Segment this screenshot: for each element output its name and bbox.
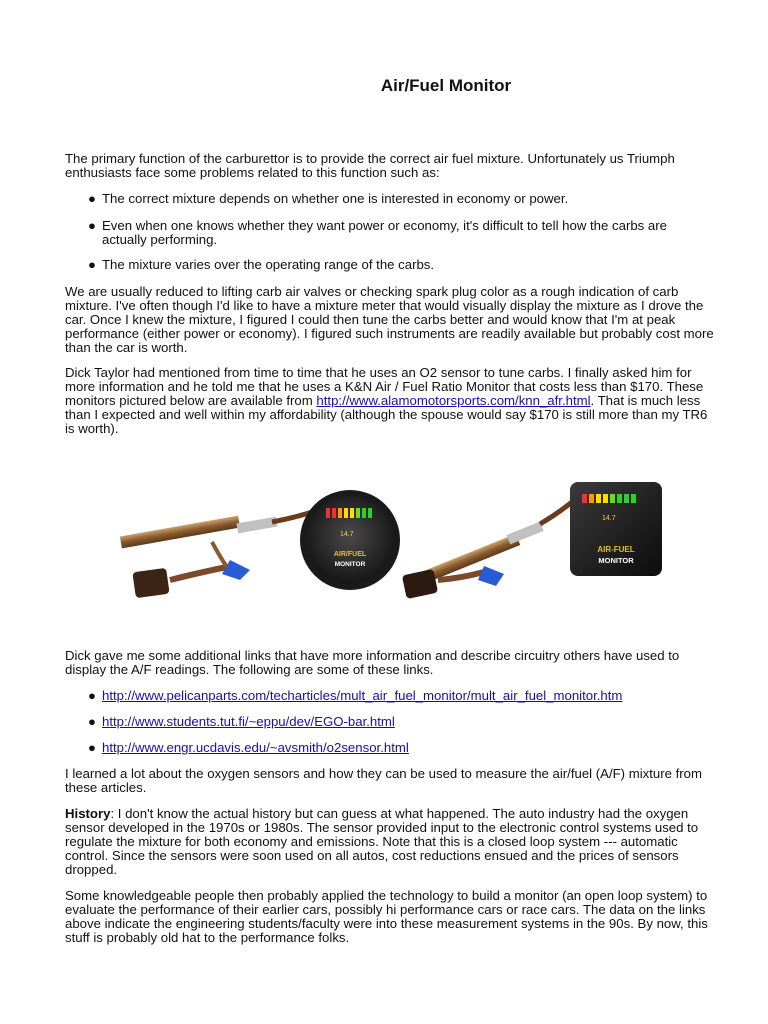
bullet-icon: ● — [88, 740, 96, 755]
paragraph-knowledgeable: Some knowledgeable people then probably applied the technology to build a monitor (an open loop system) to evaluate the performance of their earlier cars, possibly hi performance cars or race cars. The data on the links above indicate the engineering students/faculty were into these measurement systems in the 90s. By now, this stuff is probably old hat to the performance folks. — [65, 888, 708, 945]
list-item-text: The mixture varies over the operating range of the carbs. — [102, 257, 435, 272]
dial-label-2: MONITOR — [334, 561, 366, 568]
list-item-text: Even when one knows whether they want power or economy, it's difficult to tell how the carbs are actually performing. — [102, 218, 667, 247]
dial-value: 14.7 — [340, 531, 354, 538]
bullet-icon: ● — [88, 218, 96, 233]
paragraph-additional-links: Dick gave me some additional links that have more information and describe circuitry others have used to display the A/F readings. The following are some of these links. — [65, 648, 680, 677]
tut-link[interactable]: http://www.students.tut.fi/~eppu/dev/EGO-bar.html — [102, 714, 395, 729]
page-title: Air/Fuel Monitor — [380, 76, 512, 95]
bullet-icon: ● — [88, 688, 96, 703]
intro-paragraph: The primary function of the carburettor is to provide the correct air fuel mixture. Unfortunately us Triumph enthusiasts face some problems related to this function such as: — [65, 151, 675, 180]
paragraph-history — [65, 807, 715, 877]
paragraph-carb-mixture: We are usually reduced to lifting carb air valves or checking spark plug color as a rough indication of carb mixture. I've often though I'd like to have a mixture meter that would visually display the mixture as I drove the car. Once I knew the mixture, I figured I could then tune the carbs better and would know that I'm at peak performance (either power or economy). I figured such instruments are readily available but probably cost more than the car is worth. — [65, 284, 714, 355]
bullet-icon: ● — [88, 257, 96, 272]
history-text: : I don't know the actual history but can guess at what happened. The auto industry had the oxygen sensor developed in the 1970s or 1980s. The sensor provided input to the electronic control systems used to regulate the mixture for both economy and emissions. Note that this is a closed loop system --- automatic control. Since the sensors were soon used on all autos, cost reductions ensued and the prices of sensors dropped. — [65, 806, 699, 877]
box-label-1: AIR-FUEL — [597, 545, 635, 554]
dial-label-1: AIR/FUEL — [333, 551, 367, 558]
bullet-icon: ● — [88, 714, 96, 729]
paragraph-learned: I learned a lot about the oxygen sensors and how they can be used to measure the air/fuel (A/F) mixture from these articles. — [65, 766, 703, 795]
box-value: 14.7 — [602, 515, 616, 522]
box-label-2: MONITOR — [598, 556, 634, 565]
monitor-photo — [112, 462, 672, 612]
paragraph-dick-taylor — [65, 366, 715, 436]
paragraph-text: . That is much less than I expected and well within my affordability (although the spouse would say $170 is still more than my TR6 is worth). — [65, 393, 708, 436]
dial-gauge — [300, 490, 400, 590]
alamo-link[interactable]: http://www.alamomotorsports.com/knn_afr.html — [316, 393, 591, 408]
pelican-link[interactable]: http://www.pelicanparts.com/techarticles/mult_air_fuel_monitor/mult_air_fuel_monitor.htm — [102, 688, 623, 703]
list-item-text: The correct mixture depends on whether one is interested in economy or power. — [102, 191, 569, 206]
ucdavis-link[interactable]: http://www.engr.ucdavis.edu/~avsmith/o2sensor.html — [102, 740, 409, 755]
paragraph-text: Dick Taylor had mentioned from time to time that he uses an O2 sensor to tune carbs. I finally asked him for more information and he told me that he uses a K&N Air / Fuel Ratio Monitor that costs less than $170. These monitors pictured below are available from — [65, 365, 704, 408]
bullet-icon: ● — [88, 191, 96, 206]
box-monitor — [570, 482, 662, 576]
history-label: History — [65, 806, 111, 821]
